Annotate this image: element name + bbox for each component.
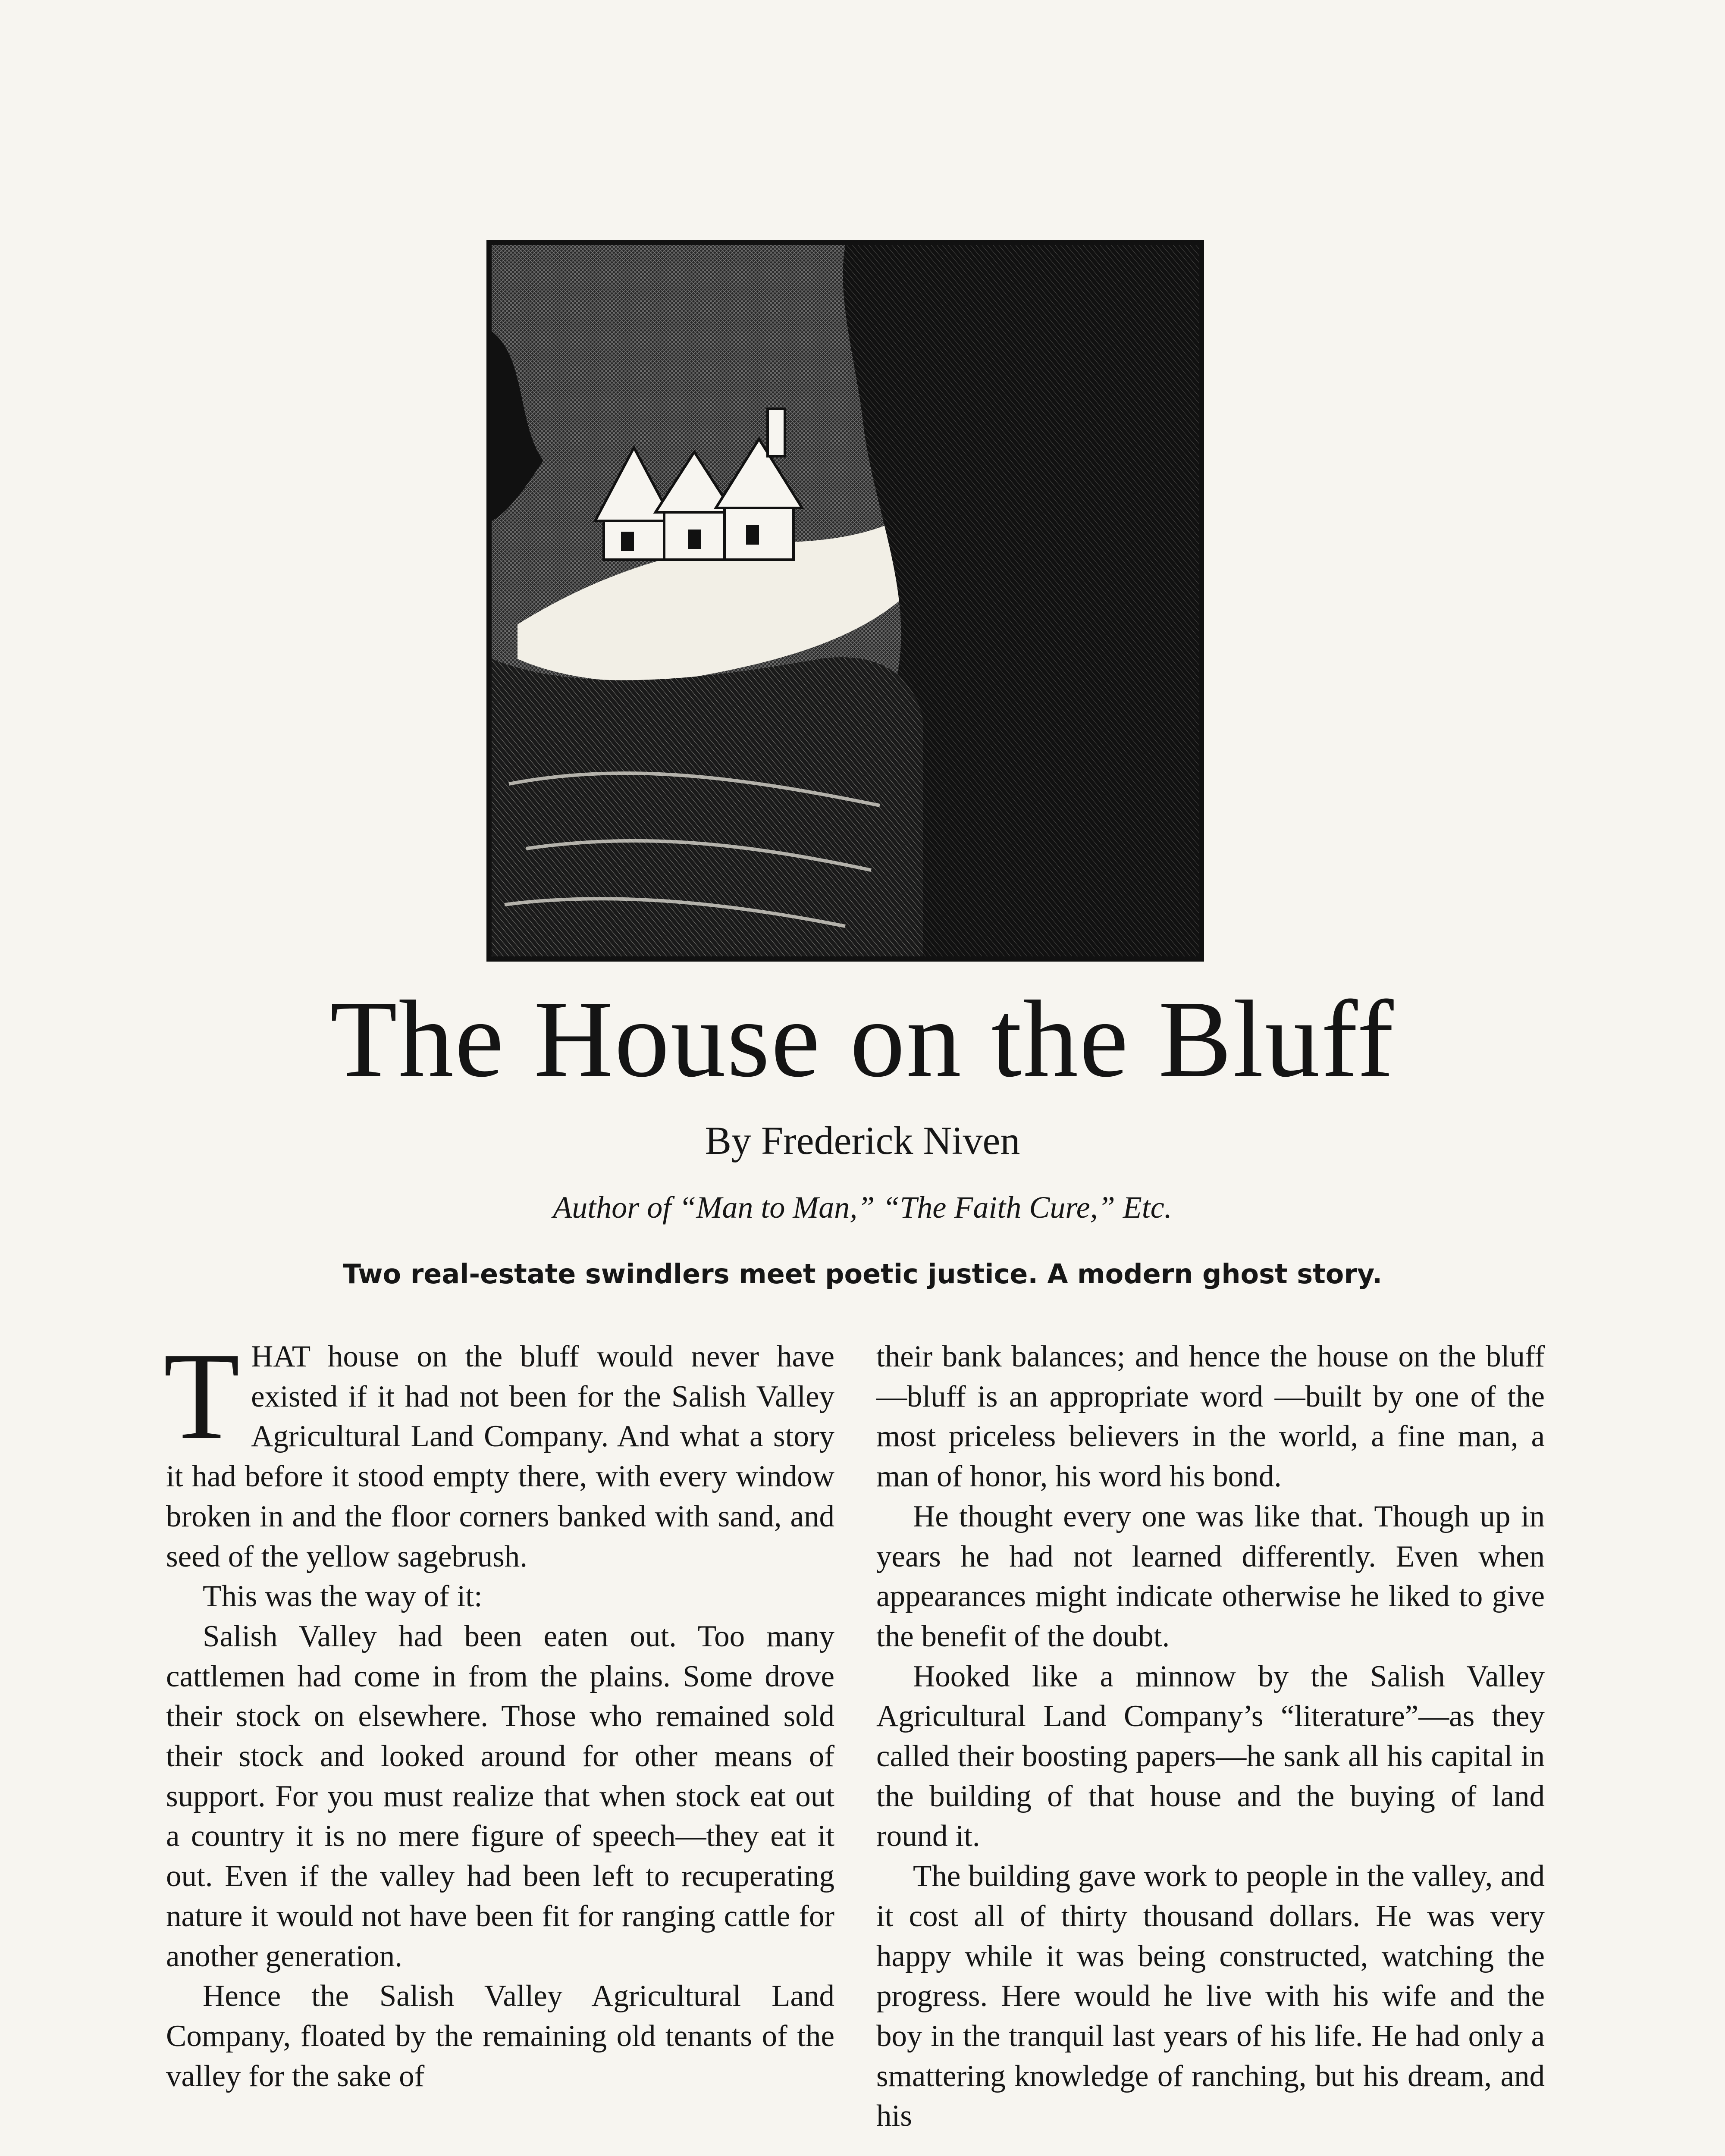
paragraph: This was the way of it: [203, 1579, 483, 1614]
story-teaser: Two real-estate swindlers meet poetic justice. A modern ghost story. [342, 1258, 1383, 1290]
story-title: The House on the Bluff [330, 978, 1395, 1100]
left-column [163, 1327, 834, 2096]
house-on-bluff-illustration [492, 245, 1199, 956]
paragraph: Salish Valley had been eaten out. Too many cattlemen had come in from the plains. Some drove their stock on elsewhere. Those who remained sold their stock and looked around for other means of support. For you must realize that when stock eat out a country it is no mere figure of speech—they eat it out. Even if the valley had been left to recuperating nature it would not have been fit for ranging cattle for another generation. [166, 1619, 834, 1973]
paragraph: THAT house on the bluff would never have existed if it had not been for the Salish Valley Agricultural Land Company. And what a story it had before it stood empty there, with every window broken in and the floor corners banked with sand, and seed of the yellow sagebrush. [163, 1327, 834, 1573]
paragraph: their bank balances; and hence the house on the bluff—bluff is an appropriate word —built by one of the most priceless believers in the world, a fine man, a man of honor, his word his bond. [876, 1340, 1545, 1494]
byline: By Frederick Niven [705, 1119, 1020, 1163]
author-credits: Author of “Man to Man,” “The Faith Cure,” Etc. [553, 1190, 1172, 1225]
paragraph: He thought every one was like that. Though up in years he had not learned differently. Even when appearances might indicate otherwise he liked to give the benefit of the doubt. [876, 1499, 1545, 1653]
story-illustration [486, 240, 1204, 962]
drop-cap: T [163, 1327, 240, 1465]
paragraph: Hence the Salish Valley Agricultural Land Company, floated by the remaining old tenants of the valley for the sake of [166, 1979, 834, 2093]
paragraph: Hooked like a minnow by the Salish Valley Agricultural Land Company’s “literature”—as they called their boosting papers—he sank all his capital in the building of that house and the buying of land round it. [876, 1659, 1545, 1853]
paragraph: The building gave work to people in the valley, and it cost all of thirty thousand dollars. He was very happy while it was being constructed, watching the progress. Here would he live with his wife and the boy in the tranquil last years of his life. He had only a smattering knowledge of ranching, but his dream, and his [876, 1859, 1545, 2133]
right-column [876, 1337, 1545, 2136]
